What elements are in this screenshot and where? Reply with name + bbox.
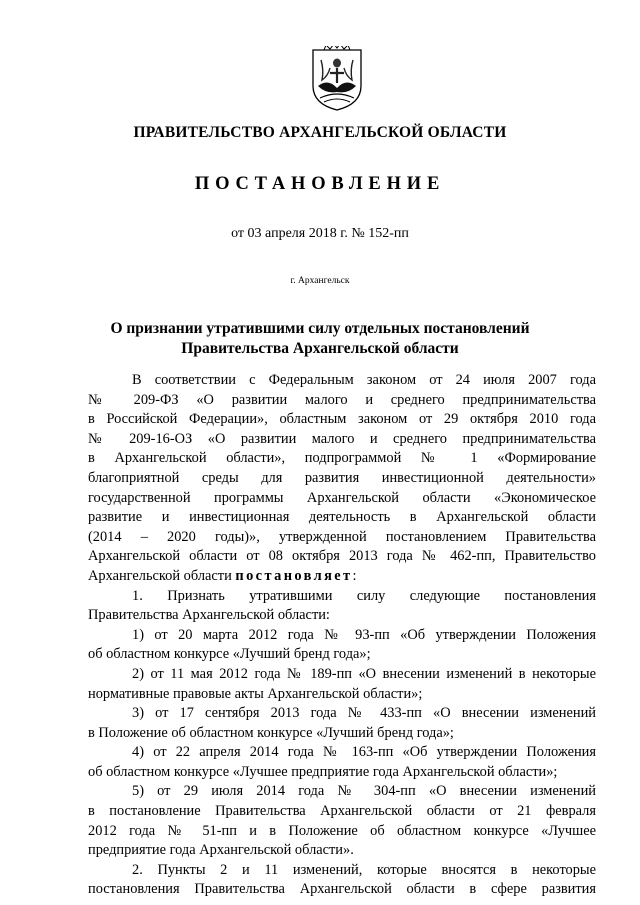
body-line: развитие и инвестиционная деятельность в Архангельской области [88, 509, 596, 526]
subclause-line: 3) от 17 сентября 2013 года № 433-пп «О внесении изменений [132, 705, 596, 722]
subclause-line: предприятие года Архангельской области». [88, 842, 354, 859]
subclause-line: 2) от 11 мая 2012 года № 189-пп «О внесении изменений в некоторые [132, 665, 596, 682]
subclause-line: в постановление Правительства Архангельской области от 21 февраля [88, 803, 596, 820]
clause-line: Правительства Архангельской области: [88, 607, 330, 624]
body-line: № 209-ФЗ «О развитии малого и среднего предпринимательства [88, 391, 596, 408]
body-line: (2014 – 2020 годы)», утвержденной постановлением Правительства [88, 528, 596, 545]
coat-of-arms-emblem-icon [308, 46, 366, 112]
clause-line: 1. Признать утратившими силу следующие постановления [132, 587, 596, 604]
operative-word: постановляет [235, 567, 353, 584]
city: г. Архангельск [290, 276, 350, 286]
clause-line: постановления Правительства Архангельской области в сфере развития [88, 881, 596, 898]
body-line [88, 567, 596, 587]
body-line: благоприятной среды для развития инвестиционной деятельности» [88, 469, 596, 486]
document-body [88, 371, 596, 900]
title-line: О признании утратившими силу отдельных постановлений [110, 320, 530, 337]
body-line: в Архангельской области», подпрограммой № 1 «Формирование [88, 450, 596, 467]
body-line: № 209-16-ОЗ «О развитии малого и среднего предпринимательства [88, 430, 596, 447]
subclause-line: 4) от 22 апреля 2014 года № 163-пп «Об утверждении Положения [132, 744, 596, 761]
subclause-line: об областном конкурсе «Лучшее предприятие года Архангельской области»; [88, 763, 558, 780]
body-line: В соответствии с Федеральным законом от 24 июля 2007 года [132, 372, 596, 388]
subclause-line: об областном конкурсе «Лучший бренд года»; [88, 646, 371, 663]
date-and-number: от 03 апреля 2018 г. № 152-пп [231, 226, 409, 241]
subclause-line: 1) от 20 марта 2012 года № 93-пп «Об утверждении Положения [132, 626, 596, 643]
subclause-line: 2012 года № 51-пп и в Положение об областном конкурсе «Лучшее [88, 822, 596, 839]
organization-name: ПРАВИТЕЛЬСТВО АРХАНГЕЛЬСКОЙ ОБЛАСТИ [133, 124, 507, 141]
clause-line: 2. Пункты 2 и 11 изменений, которые вносятся в некоторые [132, 861, 596, 878]
subclause-line: в Положение об областном конкурсе «Лучший бренд года»; [88, 724, 454, 741]
document-type: ПОСТАНОВЛЕНИЕ [194, 174, 446, 194]
body-line: в Российской Федерации», областным законом от 29 октября 2010 года [88, 411, 596, 428]
body-line: государственной программы Архангельской области «Экономическое [88, 489, 596, 506]
subclause-line: 5) от 29 июля 2014 года № 304-пп «О внесении изменений [132, 783, 596, 800]
subclause-line: нормативные правовые акты Архангельской области»; [88, 685, 423, 702]
document-title [0, 319, 640, 359]
body-text: : [352, 567, 357, 584]
body-text: Архангельской области [88, 567, 236, 584]
title-line: Правительства Архангельской области [181, 340, 459, 357]
body-line: Архангельской области от 08 октября 2013 года № 462-пп, Правительство [88, 548, 596, 565]
